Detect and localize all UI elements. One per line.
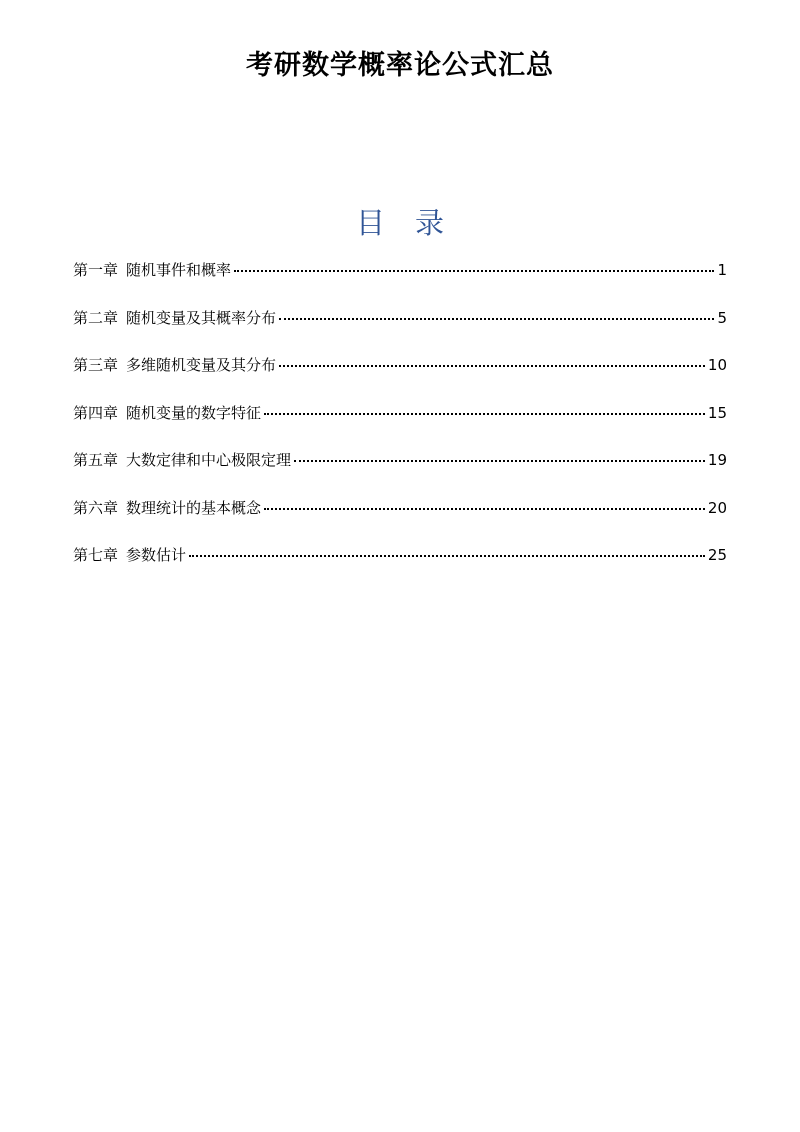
table-of-contents [73,255,727,588]
toc-chapter-number: 第四章 [73,403,119,422]
toc-heading: 目录 [355,206,474,240]
toc-dot-leader [264,413,705,415]
toc-chapter-number: 第三章 [73,356,119,374]
toc-page-number: 1 [717,261,727,279]
toc-dot-leader [279,318,714,320]
toc-entry-chapter-5[interactable] [73,445,727,475]
toc-dot-leader [294,460,705,462]
toc-chapter-name: 数理统计的基本概念 [126,498,262,517]
toc-dot-leader [279,365,705,367]
toc-chapter-name: 参数估计 [126,546,187,564]
toc-chapter-number: 第六章 [73,498,119,517]
toc-page-number: 20 [707,498,727,517]
toc-chapter-name: 多维随机变量及其分布 [126,356,277,374]
document-title: 考研数学概率论公式汇总 [246,50,554,81]
toc-chapter-number: 第二章 [73,308,119,327]
toc-chapter-name: 随机事件和概率 [126,261,232,279]
toc-chapter-name: 大数定律和中心极限定理 [126,451,292,469]
toc-page-number: 15 [707,403,727,422]
toc-chapter-number: 第五章 [73,451,119,469]
toc-entry-chapter-7[interactable] [73,540,727,570]
toc-entry-chapter-6[interactable] [73,493,727,523]
toc-dot-leader [234,270,714,272]
toc-dot-leader [189,555,705,557]
toc-chapter-number: 第七章 [73,546,119,564]
toc-entry-chapter-4[interactable] [73,398,727,428]
toc-entry-chapter-3[interactable] [73,350,727,380]
toc-page-number: 10 [707,356,727,374]
toc-page-number: 5 [717,308,727,327]
toc-page-number: 19 [707,451,727,469]
toc-chapter-name: 随机变量及其概率分布 [126,308,277,327]
toc-entry-chapter-2[interactable] [73,303,727,333]
toc-entry-chapter-1[interactable] [73,255,727,285]
toc-chapter-number: 第一章 [73,261,119,279]
toc-chapter-name: 随机变量的数字特征 [126,403,262,422]
toc-dot-leader [264,508,705,510]
toc-page-number: 25 [707,546,727,564]
